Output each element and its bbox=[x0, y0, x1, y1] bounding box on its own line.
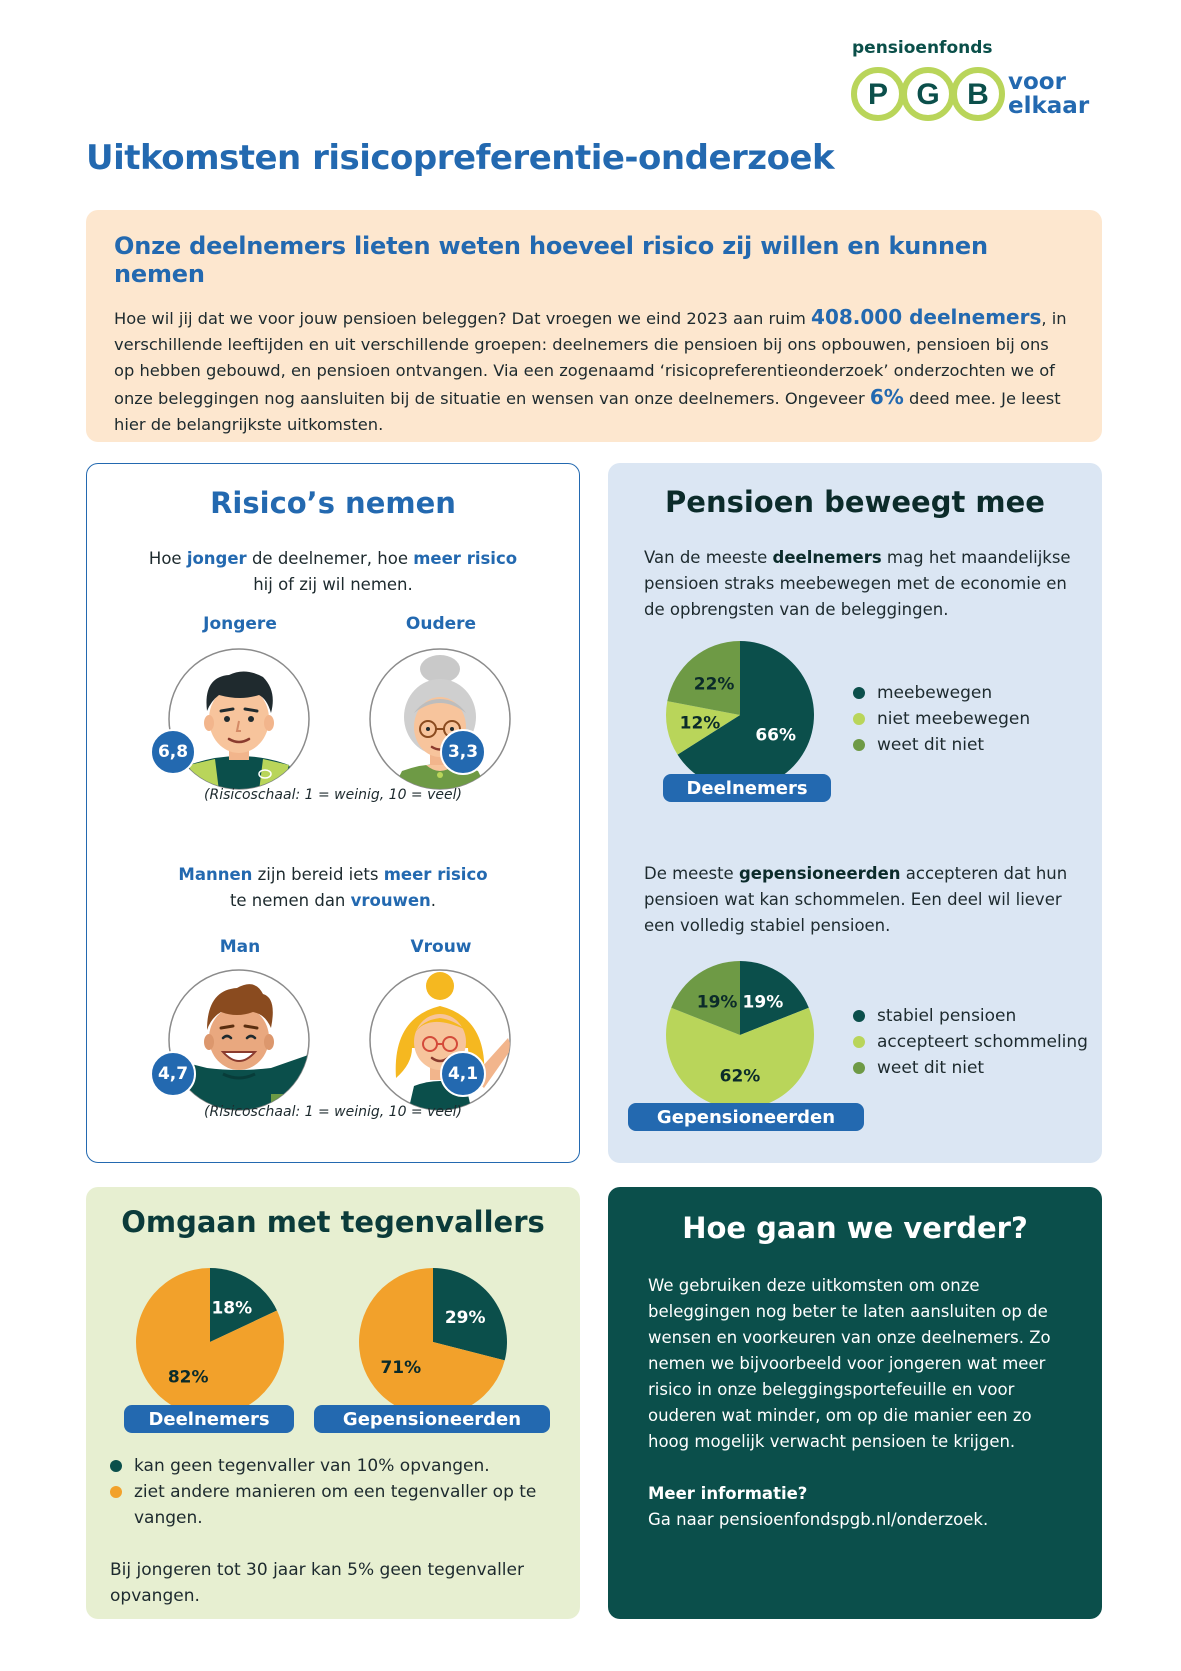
more-info-link[interactable]: Ga naar pensioenfondspgb.nl/onderzoek. bbox=[648, 1510, 989, 1529]
intro-text-1: Hoe wil jij dat we voor jouw pensioen beleggen? Dat vroegen we eind 2023 aan ruim bbox=[114, 309, 812, 328]
woman-score-badge: 4,1 bbox=[440, 1051, 486, 1097]
risk-card bbox=[86, 463, 580, 1163]
pie-value-label: 22% bbox=[693, 674, 735, 695]
legend-label: niet meebewegen bbox=[877, 709, 1031, 729]
age-text-younger: jonger bbox=[186, 549, 247, 568]
moves-legend-1 bbox=[853, 680, 1030, 758]
participants-movement-pie bbox=[663, 638, 817, 792]
pie-value-label: 19% bbox=[742, 992, 784, 1013]
pgb-logo bbox=[850, 36, 1100, 126]
logo-tagline bbox=[1008, 70, 1089, 118]
logo-letter-g: G bbox=[916, 78, 940, 111]
gender-text-f: . bbox=[430, 891, 437, 910]
man-score-badge: 4,7 bbox=[150, 1051, 196, 1097]
young-person-illustration bbox=[167, 647, 311, 791]
retirees-setback-pie bbox=[356, 1265, 510, 1419]
pension-moves-card bbox=[608, 463, 1102, 1163]
intro-text-2: , in verschillende leeftijden en uit verschillende groepen: deelnemers die pensioen bij ons opbouwen, pensioen bij ons op hebben gebouwd, en pensioen ontvangen. Via een zogenaamd ‘risicopreferentieonderzoek’ onderzochten we of onze beleggingen nog aansluiten bij de situatie en wensen van onze deelnemers. Ongeveer bbox=[114, 309, 1067, 408]
age-text-c: de deelnemer, hoe bbox=[246, 549, 414, 568]
moves-legend-2 bbox=[853, 1003, 1088, 1081]
intro-highlight-percentage: 6% bbox=[869, 385, 904, 409]
legend-label: accepteert schommeling bbox=[877, 1032, 1088, 1052]
pie-value-label: 12% bbox=[679, 713, 721, 734]
pie-value-label: 29% bbox=[444, 1308, 486, 1329]
legend-label: meebewegen bbox=[877, 683, 993, 703]
gender-text-women: vrouwen bbox=[350, 891, 431, 910]
legend-item bbox=[110, 1453, 550, 1479]
legend-item bbox=[110, 1479, 550, 1531]
risk-age-text bbox=[107, 546, 559, 598]
legend-label: weet dit niet bbox=[877, 735, 985, 755]
pie-value-label: 71% bbox=[380, 1357, 422, 1378]
legend-label: kan geen tegenvaller van 10% opvangen. bbox=[134, 1456, 490, 1476]
retirees-pill-2: Gepensioneerden bbox=[314, 1405, 550, 1433]
legend-label: ziet andere manieren om een tegenvaller op te vangen. bbox=[134, 1482, 537, 1528]
legend-item bbox=[853, 732, 1030, 758]
setbacks-title: Omgaan met tegenvallers bbox=[121, 1205, 545, 1239]
gender-text-d: te nemen dan bbox=[229, 891, 351, 910]
moves-text2-a: De meeste bbox=[644, 864, 739, 883]
old-score-badge: 3,3 bbox=[440, 729, 486, 775]
legend-item bbox=[853, 1003, 1088, 1029]
logo-circles bbox=[850, 66, 1010, 122]
man-label: Man bbox=[219, 937, 261, 957]
legend-dot-icon bbox=[110, 1460, 122, 1472]
intro-box bbox=[86, 210, 1102, 442]
logo-tag-line2: elkaar bbox=[1008, 93, 1090, 119]
intro-paragraph bbox=[114, 304, 1074, 438]
legend-label: stabiel pensioen bbox=[877, 1006, 1017, 1026]
setbacks-note: Bij jongeren tot 30 jaar kan 5% geen tegenvaller opvangen. bbox=[110, 1560, 524, 1606]
intro-heading: Onze deelnemers lieten weten hoeveel risico zij willen en kunnen nemen bbox=[114, 232, 988, 288]
moves-text1-c: mag het maandelijkse pensioen straks meebewegen met de economie en de opbrengsten van de beleggingen. bbox=[644, 548, 1071, 619]
next-title: Hoe gaan we verder? bbox=[682, 1211, 1028, 1245]
setbacks-card bbox=[86, 1187, 580, 1619]
participants-pill-2: Deelnemers bbox=[124, 1405, 294, 1433]
pie-value-label: 82% bbox=[167, 1367, 209, 1388]
participants-pill-1: Deelnemers bbox=[663, 774, 831, 802]
legend-dot-icon bbox=[853, 687, 865, 699]
logo-small-text: pensioenfonds bbox=[852, 38, 993, 58]
risk-scale-note-1: (Risicoschaal: 1 = weinig, 10 = veel) bbox=[204, 787, 462, 803]
participants-setback-pie bbox=[133, 1265, 287, 1419]
old-person-illustration bbox=[368, 647, 512, 791]
risk-gender-text bbox=[107, 862, 559, 914]
intro-text-3: deed mee. Je leest hier de belangrijkste uitkomsten. bbox=[114, 389, 1061, 434]
gender-text-men: Mannen bbox=[178, 865, 253, 884]
moves-text-2 bbox=[644, 861, 1084, 939]
pie-value-label: 18% bbox=[211, 1298, 253, 1319]
age-text-a: Hoe bbox=[148, 549, 187, 568]
young-label: Jongere bbox=[203, 614, 277, 634]
legend-label: weet dit niet bbox=[877, 1058, 985, 1078]
legend-item bbox=[853, 706, 1030, 732]
risk-scale-note-2: (Risicoschaal: 1 = weinig, 10 = veel) bbox=[204, 1104, 462, 1120]
gender-text-b: zijn bereid iets bbox=[252, 865, 384, 884]
legend-item bbox=[853, 680, 1030, 706]
retirees-pill-1: Gepensioneerden bbox=[628, 1103, 864, 1131]
old-label: Oudere bbox=[405, 614, 477, 634]
gender-text-more-risk: meer risico bbox=[383, 865, 488, 884]
setbacks-legend bbox=[110, 1453, 550, 1531]
age-text-more-risk: meer risico bbox=[413, 549, 518, 568]
more-info-title: Meer informatie? bbox=[648, 1484, 808, 1503]
logo-letter-p: P bbox=[867, 78, 889, 111]
moves-text2-c: accepteren dat hun pensioen wat kan schommelen. Een deel wil liever een volledig stabiel pensioen. bbox=[644, 864, 1068, 935]
legend-dot-icon bbox=[853, 1036, 865, 1048]
risk-title: Risico’s nemen bbox=[210, 486, 456, 520]
legend-dot-icon bbox=[110, 1486, 122, 1498]
legend-dot-icon bbox=[853, 1010, 865, 1022]
moves-text1-participants: deelnemers bbox=[772, 548, 882, 567]
next-steps-card bbox=[608, 1187, 1102, 1619]
page-title: Uitkomsten risicopreferentie-onderzoek bbox=[86, 138, 835, 178]
moves-text2-retirees: gepensioneerden bbox=[738, 864, 901, 883]
woman-label: Vrouw bbox=[410, 937, 472, 957]
legend-dot-icon bbox=[853, 739, 865, 751]
woman-illustration bbox=[368, 968, 512, 1112]
intro-highlight-participants: 408.000 deelnemers bbox=[811, 305, 1042, 329]
young-score-badge: 6,8 bbox=[150, 729, 196, 775]
pie-value-label: 66% bbox=[755, 725, 797, 746]
moves-text1-a: Van de meeste bbox=[644, 548, 773, 567]
retirees-stability-pie bbox=[663, 958, 817, 1112]
logo-letter-b: B bbox=[967, 78, 989, 111]
legend-item bbox=[853, 1029, 1088, 1055]
logo-tag-line1: voor bbox=[1008, 69, 1066, 95]
next-body: We gebruiken deze uitkomsten om onze beleggingen nog beter te laten aansluiten op de wensen en voorkeuren van onze deelnemers. Zo nemen we bijvoorbeeld voor jongeren wat meer risico in onze beleggingsportefeuille en voor ouderen wat minder, om op die manier een zo hoog mogelijk verwacht pensioen te krijgen. bbox=[648, 1276, 1051, 1451]
moves-text-1 bbox=[644, 545, 1084, 623]
pie-value-label: 19% bbox=[696, 992, 738, 1013]
moves-title: Pensioen beweegt mee bbox=[665, 485, 1045, 519]
legend-dot-icon bbox=[853, 1062, 865, 1074]
legend-item bbox=[853, 1055, 1088, 1081]
age-text-e: hij of zij wil nemen. bbox=[253, 575, 413, 594]
legend-dot-icon bbox=[853, 713, 865, 725]
pie-value-label: 62% bbox=[719, 1066, 761, 1087]
